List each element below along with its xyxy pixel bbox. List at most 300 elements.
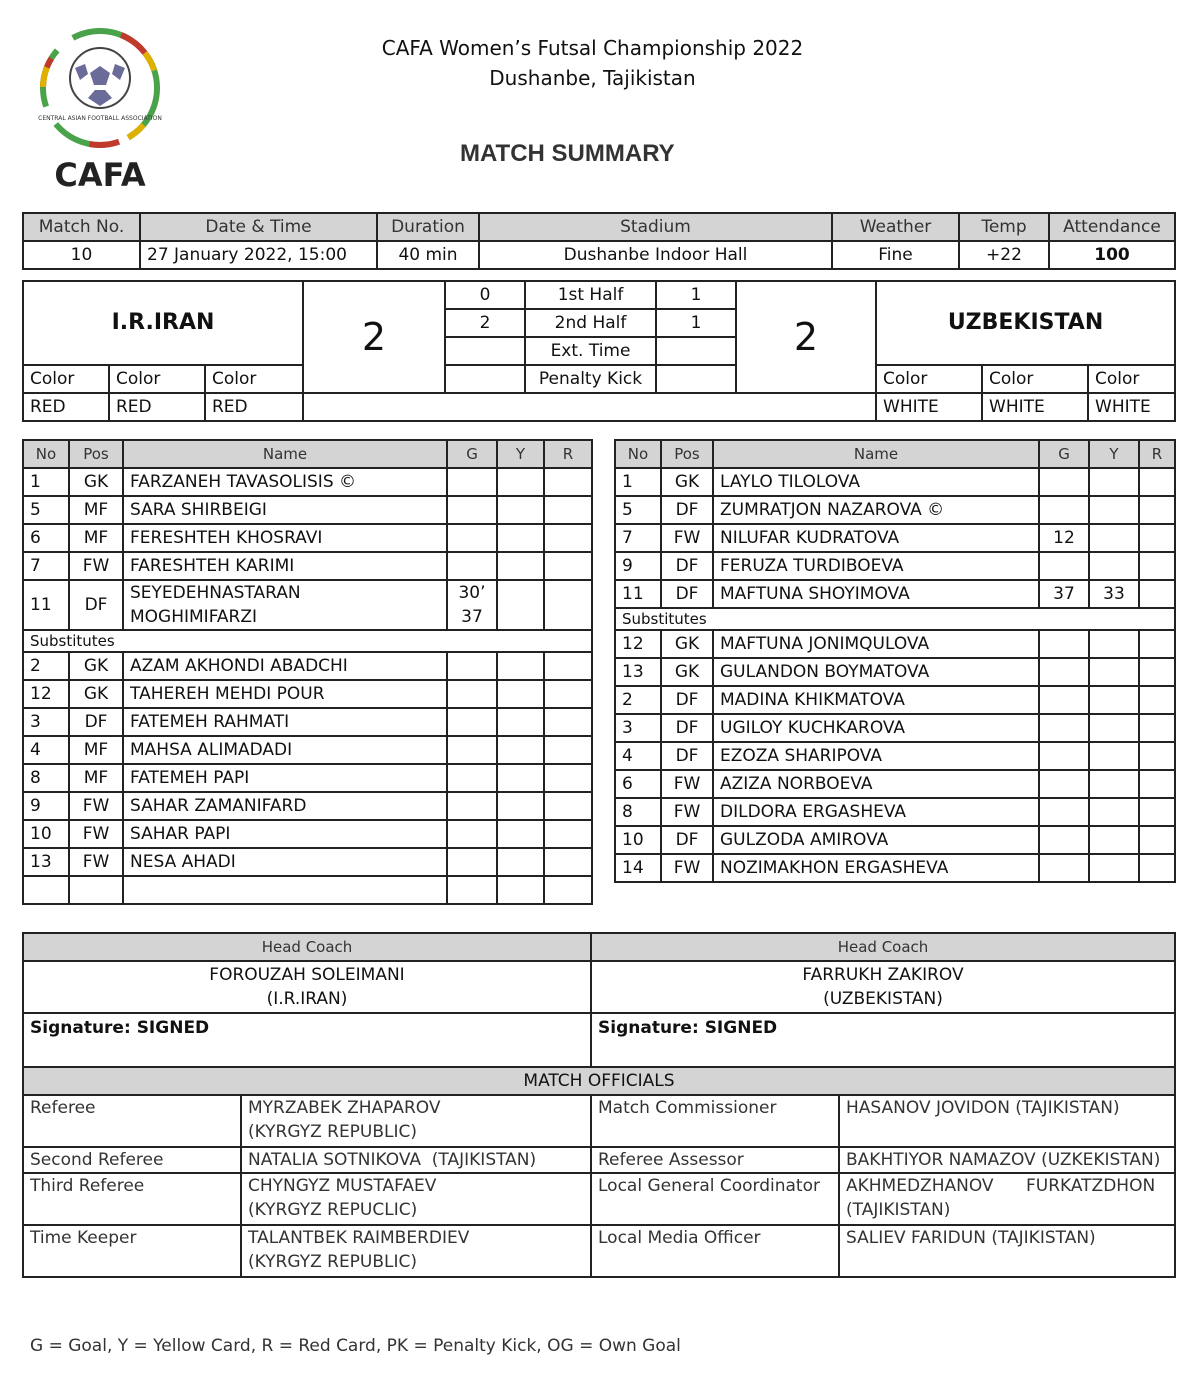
away-coach: [591, 961, 1175, 1013]
player-no: 4: [615, 742, 661, 770]
player-row: [23, 552, 592, 580]
official-role: Local General Coordinator: [591, 1173, 839, 1225]
player-no: 9: [615, 552, 661, 580]
official-name-line: NATALIA SOTNIKOVA (TAJIKISTAN): [248, 1150, 537, 1170]
player-row: [23, 496, 592, 524]
away-color-value: WHITE: [876, 393, 982, 421]
player-no: 5: [23, 496, 69, 524]
home-color-label: Color: [23, 365, 109, 393]
official-role: Referee: [23, 1095, 241, 1147]
player-no: 11: [23, 580, 69, 630]
home-coach-name: FOROUZAH SOLEIMANI: [209, 965, 405, 985]
player-goals: 12: [1039, 524, 1089, 552]
player-goals: [447, 848, 497, 876]
roster-header-pos: Pos: [69, 440, 123, 468]
player-pos: FW: [661, 854, 713, 882]
date-time-label: Date & Time: [140, 213, 377, 241]
substitute-row: [615, 742, 1175, 770]
player-pos: DF: [661, 742, 713, 770]
away-signature: [591, 1013, 1175, 1067]
player-goals: [1039, 770, 1089, 798]
player-no: 4: [23, 736, 69, 764]
official-name-line: MYRZABEK ZHAPAROV: [248, 1098, 441, 1118]
player-yellow: [1089, 742, 1139, 770]
page-title: MATCH SUMMARY: [460, 140, 675, 167]
away-ext-time: [656, 337, 736, 365]
player-red: [544, 792, 592, 820]
away-color-value: WHITE: [1088, 393, 1175, 421]
official-name: [241, 1225, 591, 1277]
official-name-line: HASANOV JOVIDON (TAJIKISTAN): [846, 1098, 1120, 1118]
substitute-row: [23, 680, 592, 708]
player-goals: [1039, 658, 1089, 686]
player-yellow: [497, 708, 544, 736]
player-row: [23, 580, 592, 630]
player-red: [544, 552, 592, 580]
away-color-label: Color: [982, 365, 1088, 393]
player-pos: DF: [69, 708, 123, 736]
player-pos: GK: [69, 652, 123, 680]
roster-header-pos: Pos: [661, 440, 713, 468]
substitutes-row: [23, 630, 592, 652]
player-pos: MF: [69, 764, 123, 792]
player-no: 13: [23, 848, 69, 876]
player-no: 3: [615, 714, 661, 742]
weather-label: Weather: [832, 213, 959, 241]
substitute-row: [615, 854, 1175, 882]
player-no: 1: [23, 468, 69, 496]
home-team-name: I.R.IRAN: [23, 281, 303, 365]
period-1st-half: 1st Half: [525, 281, 656, 309]
player-pos: MF: [69, 496, 123, 524]
player-no: 6: [615, 770, 661, 798]
official-name-line: BAKHTIYOR NAMAZOV (UZKEKISTAN): [846, 1150, 1161, 1170]
player-yellow: [497, 580, 544, 630]
substitute-row: [23, 820, 592, 848]
player-name: AZAM AKHONDI ABADCHI: [123, 652, 447, 680]
player-name: NILUFAR KUDRATOVA: [713, 524, 1039, 552]
player-pos: FW: [661, 770, 713, 798]
player-no: 12: [615, 630, 661, 658]
official-row: [23, 1147, 1175, 1173]
legend-footnote: G = Goal, Y = Yellow Card, R = Red Card, PK = Penalty Kick, OG = Own Goal: [30, 1336, 681, 1356]
substitute-row: [615, 770, 1175, 798]
player-name: SAHAR ZAMANIFARD: [123, 792, 447, 820]
player-red: [544, 496, 592, 524]
player-yellow: [1089, 496, 1139, 524]
player-no: [23, 876, 69, 904]
player-no: 13: [615, 658, 661, 686]
player-name: NESA AHADI: [123, 848, 447, 876]
player-no: 7: [23, 552, 69, 580]
player-goals: [1039, 854, 1089, 882]
home-penalty: [445, 365, 525, 393]
player-pos: FW: [69, 820, 123, 848]
player-pos: MF: [69, 524, 123, 552]
player-yellow: [497, 848, 544, 876]
player-goals: [447, 792, 497, 820]
roster-header-row: [23, 440, 592, 468]
substitute-row: [23, 848, 592, 876]
player-red: [544, 580, 592, 630]
period-penalty-kick: Penalty Kick: [525, 365, 656, 393]
player-name: MADINA KHIKMATOVA: [713, 686, 1039, 714]
player-goals: [1039, 798, 1089, 826]
player-goals: [447, 524, 497, 552]
official-role: Referee Assessor: [591, 1147, 839, 1173]
substitute-row: [23, 792, 592, 820]
goal-minute: 30’: [458, 583, 486, 603]
player-name: ZUMRATJON NAZAROVA ©: [713, 496, 1039, 524]
official-country-line: (KYRGYZ REPUCLIC): [248, 1200, 418, 1220]
substitutes-label: Substitutes: [615, 608, 1175, 630]
player-no: 1: [615, 468, 661, 496]
player-goals: [447, 708, 497, 736]
away-color-label: Color: [1088, 365, 1175, 393]
player-name: FATEMEH PAPI: [123, 764, 447, 792]
player-red: [1139, 798, 1175, 826]
player-pos: GK: [69, 680, 123, 708]
player-red: [1139, 552, 1175, 580]
player-no: 12: [23, 680, 69, 708]
player-yellow: [497, 820, 544, 848]
player-no: 8: [615, 798, 661, 826]
player-pos: FW: [661, 798, 713, 826]
player-yellow: [1089, 854, 1139, 882]
player-red: [544, 680, 592, 708]
player-pos: GK: [661, 630, 713, 658]
player-pos: GK: [69, 468, 123, 496]
player-goals: [447, 876, 497, 904]
roster-header-no: No: [23, 440, 69, 468]
roster-header-name: Name: [123, 440, 447, 468]
player-row: [615, 468, 1175, 496]
player-name: GULZODA AMIROVA: [713, 826, 1039, 854]
player-goals: [1039, 742, 1089, 770]
official-role: Third Referee: [23, 1173, 241, 1225]
player-pos: DF: [69, 580, 123, 630]
attendance-value: 100: [1049, 241, 1175, 269]
player-red: [1139, 854, 1175, 882]
player-red: [544, 876, 592, 904]
player-row: [615, 524, 1175, 552]
substitute-row: [615, 630, 1175, 658]
player-red: [544, 764, 592, 792]
official-name: [839, 1147, 1175, 1173]
substitute-row: [23, 708, 592, 736]
official-country-line: (KYRGYZ REPUBLIC): [248, 1252, 418, 1272]
player-pos: FW: [69, 792, 123, 820]
player-red: [1139, 496, 1175, 524]
player-no: 2: [615, 686, 661, 714]
home-coach-team: (I.R.IRAN): [266, 989, 348, 1009]
player-no: 7: [615, 524, 661, 552]
away-team-name: UZBEKISTAN: [876, 281, 1175, 365]
official-role: Second Referee: [23, 1147, 241, 1173]
substitute-row: [23, 736, 592, 764]
player-yellow: [1089, 524, 1139, 552]
player-pos: DF: [661, 580, 713, 608]
coach-officials-table: [22, 932, 1176, 1278]
player-no: 11: [615, 580, 661, 608]
player-yellow: [1089, 686, 1139, 714]
home-signature-value: SIGNED: [136, 1018, 210, 1038]
roster-header-y: Y: [1089, 440, 1139, 468]
roster-header-r: R: [544, 440, 592, 468]
home-signature-label: Signature:: [30, 1018, 131, 1038]
player-name: TAHEREH MEHDI POUR: [123, 680, 447, 708]
home-1st-half: 0: [445, 281, 525, 309]
home-color-value: RED: [109, 393, 205, 421]
player-red: [544, 820, 592, 848]
player-red: [544, 708, 592, 736]
roster-header-g: G: [1039, 440, 1089, 468]
away-1st-half: 1: [656, 281, 736, 309]
substitute-row: [615, 658, 1175, 686]
official-row: [23, 1095, 1175, 1147]
substitute-row: [23, 652, 592, 680]
official-name: [839, 1173, 1175, 1225]
home-color-value: RED: [23, 393, 109, 421]
attendance-label: Attendance: [1049, 213, 1175, 241]
player-red: [1139, 742, 1175, 770]
temp-label: Temp: [959, 213, 1049, 241]
player-name: FARZANEH TAVASOLISIS ©: [123, 468, 447, 496]
official-name-line: CHYNGYZ MUSTAFAEV: [248, 1176, 437, 1196]
player-yellow: [497, 876, 544, 904]
official-name-line: TALANTBEK RAIMBERDIEV: [248, 1228, 470, 1248]
match-info-table: [22, 212, 1176, 270]
player-yellow: [497, 468, 544, 496]
player-pos: DF: [661, 552, 713, 580]
player-row: [615, 580, 1175, 608]
player-red: [544, 468, 592, 496]
official-row: [23, 1225, 1175, 1277]
player-red: [1139, 630, 1175, 658]
player-name: [123, 580, 447, 630]
away-signature-label: Signature:: [598, 1018, 699, 1038]
home-total-score: 2: [303, 281, 445, 393]
player-name: LAYLO TILOLOVA: [713, 468, 1039, 496]
player-name: FATEMEH RAHMATI: [123, 708, 447, 736]
player-red: [1139, 826, 1175, 854]
substitute-row: [615, 714, 1175, 742]
player-red: [1139, 580, 1175, 608]
player-yellow: [497, 496, 544, 524]
player-goals: [447, 652, 497, 680]
away-coach-name: FARRUKH ZAKIROV: [802, 965, 964, 985]
player-yellow: [497, 552, 544, 580]
home-head-coach-label: Head Coach: [23, 933, 591, 961]
official-name: [241, 1095, 591, 1147]
player-name: AZIZA NORBOEVA: [713, 770, 1039, 798]
match-officials-title: MATCH OFFICIALS: [23, 1067, 1175, 1095]
player-pos: DF: [661, 714, 713, 742]
player-goals: [447, 680, 497, 708]
player-yellow: [497, 680, 544, 708]
substitute-row: [615, 826, 1175, 854]
player-pos: FW: [661, 524, 713, 552]
player-yellow: [1089, 714, 1139, 742]
away-signature-value: SIGNED: [704, 1018, 778, 1038]
player-red: [1139, 658, 1175, 686]
player-name: SAHAR PAPI: [123, 820, 447, 848]
away-roster-table: [614, 439, 1176, 883]
player-yellow: [497, 652, 544, 680]
duration-value: 40 min: [377, 241, 479, 269]
substitutes-row: [615, 608, 1175, 630]
player-name-line: MOGHIMIFARZI: [130, 607, 258, 627]
player-yellow: [1089, 770, 1139, 798]
player-goals: [447, 552, 497, 580]
player-name: DILDORA ERGASHEVA: [713, 798, 1039, 826]
player-yellow: [497, 764, 544, 792]
player-name: UGILOY KUCHKAROVA: [713, 714, 1039, 742]
official-country-line: (KYRGYZ REPUBLIC): [248, 1122, 418, 1142]
player-no: 10: [615, 826, 661, 854]
home-coach: [23, 961, 591, 1013]
player-no: 3: [23, 708, 69, 736]
player-yellow: [1089, 826, 1139, 854]
roster-header-r: R: [1139, 440, 1175, 468]
player-no: 9: [23, 792, 69, 820]
player-row: [615, 552, 1175, 580]
substitute-row: [23, 876, 592, 904]
player-red: [544, 524, 592, 552]
official-name: [241, 1147, 591, 1173]
roster-header-name: Name: [713, 440, 1039, 468]
substitute-row: [23, 764, 592, 792]
home-signature: [23, 1013, 591, 1067]
home-2nd-half: 2: [445, 309, 525, 337]
away-head-coach-label: Head Coach: [591, 933, 1175, 961]
player-name: NOZIMAKHON ERGASHEVA: [713, 854, 1039, 882]
player-red: [1139, 468, 1175, 496]
official-name: [839, 1095, 1175, 1147]
player-yellow: [497, 524, 544, 552]
player-pos: DF: [661, 496, 713, 524]
player-name: FERESHTEH KHOSRAVI: [123, 524, 447, 552]
official-name: [839, 1225, 1175, 1277]
goal-minute: 37: [461, 607, 483, 627]
player-red: [544, 736, 592, 764]
stadium-value: Dushanbe Indoor Hall: [479, 241, 832, 269]
player-pos: FW: [69, 848, 123, 876]
player-no: 5: [615, 496, 661, 524]
player-no: 8: [23, 764, 69, 792]
player-goals: [1039, 552, 1089, 580]
date-time-value: 27 January 2022, 15:00: [140, 241, 377, 269]
player-yellow: [1089, 552, 1139, 580]
roster-header-y: Y: [497, 440, 544, 468]
player-goals: [1039, 468, 1089, 496]
player-name: FERUZA TURDIBOEVA: [713, 552, 1039, 580]
player-name: GULANDON BOYMATOVA: [713, 658, 1039, 686]
player-name: MAFTUNA SHOYIMOVA: [713, 580, 1039, 608]
period-ext-time: Ext. Time: [525, 337, 656, 365]
player-name: FARESHTEH KARIMI: [123, 552, 447, 580]
player-row: [23, 524, 592, 552]
roster-header-no: No: [615, 440, 661, 468]
home-ext-time: [445, 337, 525, 365]
home-color-label: Color: [205, 365, 303, 393]
match-no-value: 10: [23, 241, 140, 269]
player-pos: [69, 876, 123, 904]
player-yellow: [1089, 630, 1139, 658]
away-2nd-half: 1: [656, 309, 736, 337]
player-no: 14: [615, 854, 661, 882]
substitutes-label: Substitutes: [23, 630, 592, 652]
championship-title: CAFA Women’s Futsal Championship 2022: [381, 36, 804, 60]
player-goals: [447, 580, 497, 630]
player-yellow: [497, 736, 544, 764]
player-row: [23, 468, 592, 496]
substitute-row: [615, 686, 1175, 714]
player-goals: [447, 764, 497, 792]
temp-value: +22: [959, 241, 1049, 269]
stadium-label: Stadium: [479, 213, 832, 241]
player-goals: [1039, 826, 1089, 854]
player-no: 6: [23, 524, 69, 552]
player-goals: [1039, 630, 1089, 658]
official-name: [241, 1173, 591, 1225]
player-goals: [447, 496, 497, 524]
player-row: [615, 496, 1175, 524]
player-goals: [447, 736, 497, 764]
score-spacer: [303, 393, 876, 421]
player-goals: 37: [1039, 580, 1089, 608]
player-name: MAFTUNA JONIMQULOVA: [713, 630, 1039, 658]
player-yellow: [497, 792, 544, 820]
player-red: [544, 652, 592, 680]
player-red: [544, 848, 592, 876]
roster-header-g: G: [447, 440, 497, 468]
player-goals: [447, 468, 497, 496]
substitute-row: [615, 798, 1175, 826]
home-color-value: RED: [205, 393, 303, 421]
player-pos: GK: [661, 468, 713, 496]
player-pos: GK: [661, 658, 713, 686]
logo-subtext: CENTRAL ASIAN FOOTBALL ASSOCIATION: [38, 115, 162, 122]
player-red: [1139, 714, 1175, 742]
away-penalty: [656, 365, 736, 393]
weather-value: Fine: [832, 241, 959, 269]
roster-header-row: [615, 440, 1175, 468]
player-pos: FW: [69, 552, 123, 580]
player-pos: MF: [69, 736, 123, 764]
player-yellow: [1089, 658, 1139, 686]
player-no: 10: [23, 820, 69, 848]
away-coach-team: (UZBEKISTAN): [823, 989, 943, 1009]
player-name: [123, 876, 447, 904]
official-name-line: SALIEV FARIDUN (TAJIKISTAN): [846, 1228, 1096, 1248]
home-color-label: Color: [109, 365, 205, 393]
home-roster-table: [22, 439, 593, 905]
player-goals: [1039, 714, 1089, 742]
player-yellow: 33: [1089, 580, 1139, 608]
player-yellow: [1089, 798, 1139, 826]
official-role: Local Media Officer: [591, 1225, 839, 1277]
player-goals: [1039, 496, 1089, 524]
player-name-line: SEYEDEHNASTARAN: [130, 583, 301, 603]
duration-label: Duration: [377, 213, 479, 241]
player-no: 2: [23, 652, 69, 680]
period-2nd-half: 2nd Half: [525, 309, 656, 337]
player-goals: [447, 820, 497, 848]
player-name: SARA SHIRBEIGI: [123, 496, 447, 524]
player-pos: DF: [661, 686, 713, 714]
score-table: [22, 280, 1176, 422]
